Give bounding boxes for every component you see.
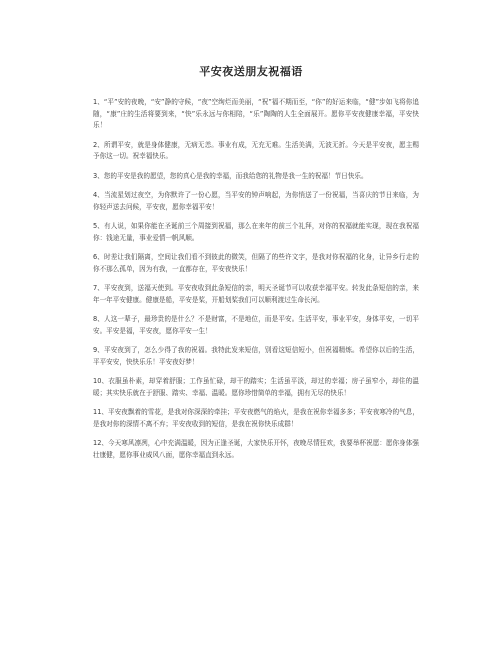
document-title: 平安夜送朋友祝福语	[199, 65, 303, 78]
paragraph: 1、“平”安的夜晚，“安”静的守候，“夜”空绚烂而美丽，“祝”福不期而至，“你”的好运来临，“健”步如飞将你追随，“康”庄的生活将要到来，“快”乐永远与你相陪，“乐”陶陶的人生全面展开。愿你平安夜健康幸福，平安快乐！	[93, 98, 419, 129]
paragraph: 7、平安夜到，送福天使到。平安夜收到此条短信的亲，明天圣诞节可以收获幸福平安。转发此条短信的亲，来年一年平安健康。健康是船，平安是桨，开船划桨我们可以顺利渡过生命长河。	[93, 284, 419, 304]
paragraph: 4、当流星划过夜空，为你默许了一份心愿，当平安的钟声响起，为你悄送了一份祝福，当喜庆的节日来临，为你轻声送去问候，平安夜，愿你幸福平安！	[93, 191, 419, 211]
paragraph: 8、人这一辈子，最珍贵的是什么？不是财富，不是地位，而是平安。生活平安，事业平安，身体平安，一切平安。平安是福，平安夜，愿你平安一生！	[93, 315, 419, 335]
paragraph: 3、您的平安是我的愿望，您的真心是我的幸福，而我给您的礼物是我一生的祝福！节日快乐。	[93, 171, 368, 180]
paragraph: 11、平安夜飘着的雪花，是我对你深深的牵挂；平安夜燃气的焰火，是我在祝你幸福多多；平安夜寒冷的气息，是我对你的深情不离不弃；平安夜收到的短信，是我在祝你快乐成群！	[93, 408, 419, 428]
paragraph: 12、今天寒风凛冽，心中充满温暖，因为正逢圣诞，大家快乐开怀，夜晚尽情狂欢，我要举杯祝愿：愿你身体强壮康健，愿你事业威风八面，愿你幸福直到永远。	[93, 439, 419, 459]
document-body	[93, 97, 419, 469]
paragraph: 2、所谓平安，就是身体健康，无病无恙。事业有成，无充无难。生活美满，无波无折。今天是平安夜，愿主赐予你这一切。祝幸福快乐。	[93, 140, 419, 160]
paragraph: 10、衣服虽朴素，却穿着舒服；工作虽忙碌，却干的踏实；生活虽平淡，却过的幸福；房子虽窄小，却住的温暖；其实快乐就在于舒服、踏实、幸福、温暖。愿你珍惜简单的幸福，拥有无尽的快乐！	[93, 377, 419, 397]
paragraph: 6、时差让我们隔离，空间让我们看不到彼此的微笑，但隔了的些许文字，是我对你祝福的化身，让异乡行走的你不那么孤单，因为有我，一直都存在，平安夜快乐！	[93, 253, 419, 273]
paragraph: 9、平安夜到了，怎么少得了我的祝福。我特此发来短信，别看这短信短小，但祝福精炼。希望你以后的生活，平平安安，快快乐乐！平安夜好梦！	[93, 346, 419, 366]
paragraph: 5、有人说，如果你能在圣诞前三个周接到祝福，那么在来年的前三个礼拜，对你的祝福就能实现，现在我祝福你：钱途无量，事业爱情一帆风顺。	[93, 222, 419, 242]
